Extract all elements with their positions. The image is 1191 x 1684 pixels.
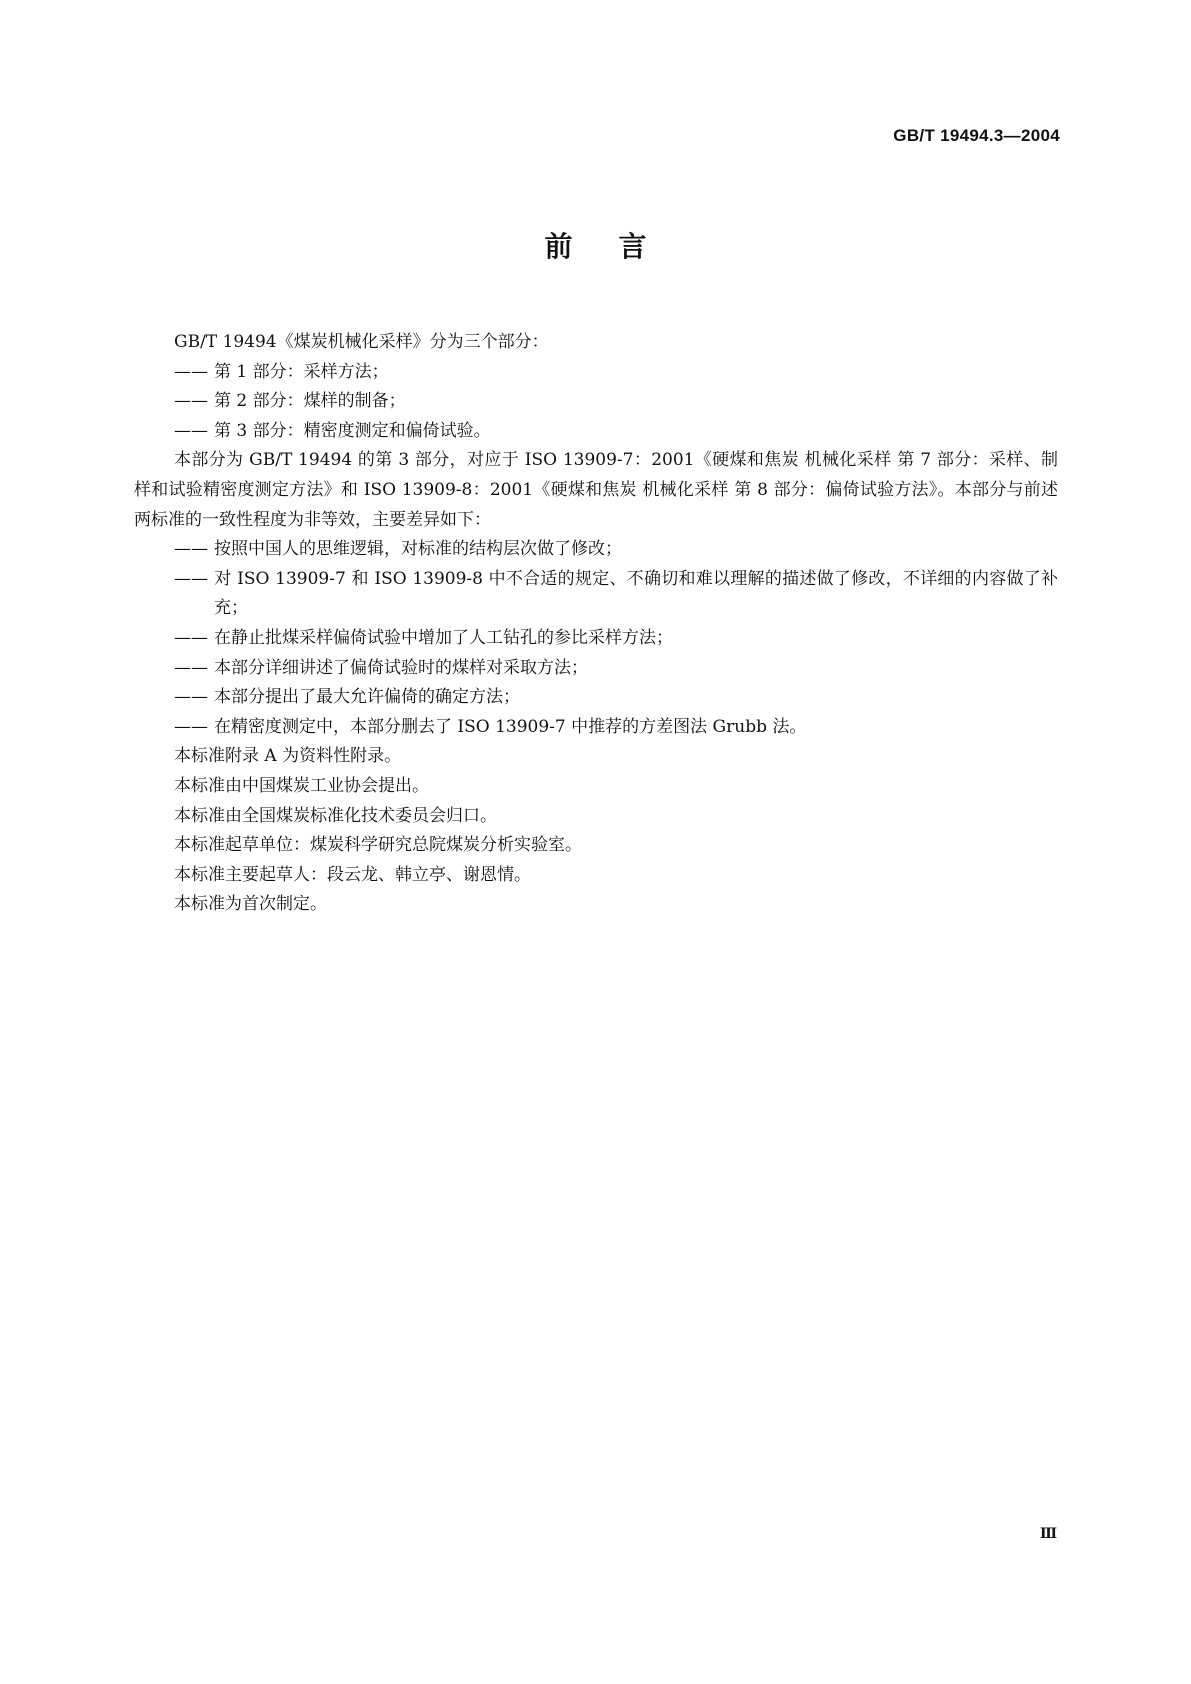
dash-marker: —— [174,539,208,560]
closing-paragraph: 本标准为首次制定。 [174,894,327,915]
dash-marker: —— [174,361,208,382]
closing-paragraph: 本标准附录 A 为资料性附录。 [174,746,402,767]
closing-paragraph: 本标准主要起草人：段云龙、韩立亭、谢恩情。 [174,864,531,885]
difference-list-item [134,654,1058,684]
closing-paragraph: 本标准起草单位：煤炭科学研究总院煤炭分析实验室。 [174,835,582,856]
part-text: 第 2 部分：煤样的制备； [214,391,406,412]
dash-marker: —— [174,687,208,708]
difference-text: 在精密度测定中，本部分删去了 ISO 13909-7 中推荐的方差图法 Grubb 法。 [214,716,807,737]
closing-paragraph: 本标准由中国煤炭工业协会提出。 [174,775,429,796]
part-list-item [134,417,1058,447]
dash-marker: —— [174,716,208,737]
difference-list-item [134,713,1058,743]
foreword-body [134,328,1058,920]
dash-marker: —— [174,420,208,441]
difference-text: 本部分提出了最大允许偏倚的确定方法； [214,687,520,708]
dash-marker: —— [174,391,208,412]
difference-list-item [134,683,1058,713]
closing-paragraph: 本标准由全国煤炭标准化技术委员会归口。 [174,805,497,826]
correspondence-paragraph: 本部分为 GB/T 19494 的第 3 部分，对应于 ISO 13909-7：2001《硬煤和焦炭 机械化采样 第 7 部分：采样、制样和试验精密度测定方法》和 ISO 13909-8：2001《硬煤和焦炭 机械化采样 第 8 部分：偏倚试验方法》。本部分与前述两标准的一致性程度为非等效，主要差异如下： [134,450,1058,530]
standard-number: GB/T 19494.3—2004 [893,126,1060,145]
part-list-item [134,387,1058,417]
difference-text: 对 ISO 13909-7 和 ISO 13909-8 中不合适的规定、不确切和难以理解的描述做了修改，不详细的内容做了补充； [214,568,1058,619]
page-title: 前言 [544,230,693,263]
dash-marker: —— [174,627,208,648]
intro-paragraph: GB/T 19494《煤炭机械化采样》分为三个部分： [174,332,549,352]
dash-marker: —— [174,657,208,678]
dash-marker: —— [174,568,208,589]
difference-list-item [134,624,1058,654]
part-text: 第 1 部分：采样方法； [214,361,389,382]
difference-list-item [134,565,1058,624]
difference-list-item [134,535,1058,565]
difference-text: 在静止批煤采样偏倚试验中增加了人工钻孔的参比采样方法； [214,627,673,648]
part-text: 第 3 部分：精密度测定和偏倚试验。 [214,420,491,441]
part-list-item [134,358,1058,388]
difference-text: 本部分详细讲述了偏倚试验时的煤样对采取方法； [214,657,588,678]
difference-text: 按照中国人的思维逻辑，对标准的结构层次做了修改； [214,539,622,560]
page-number: Ⅲ [1039,1526,1057,1542]
